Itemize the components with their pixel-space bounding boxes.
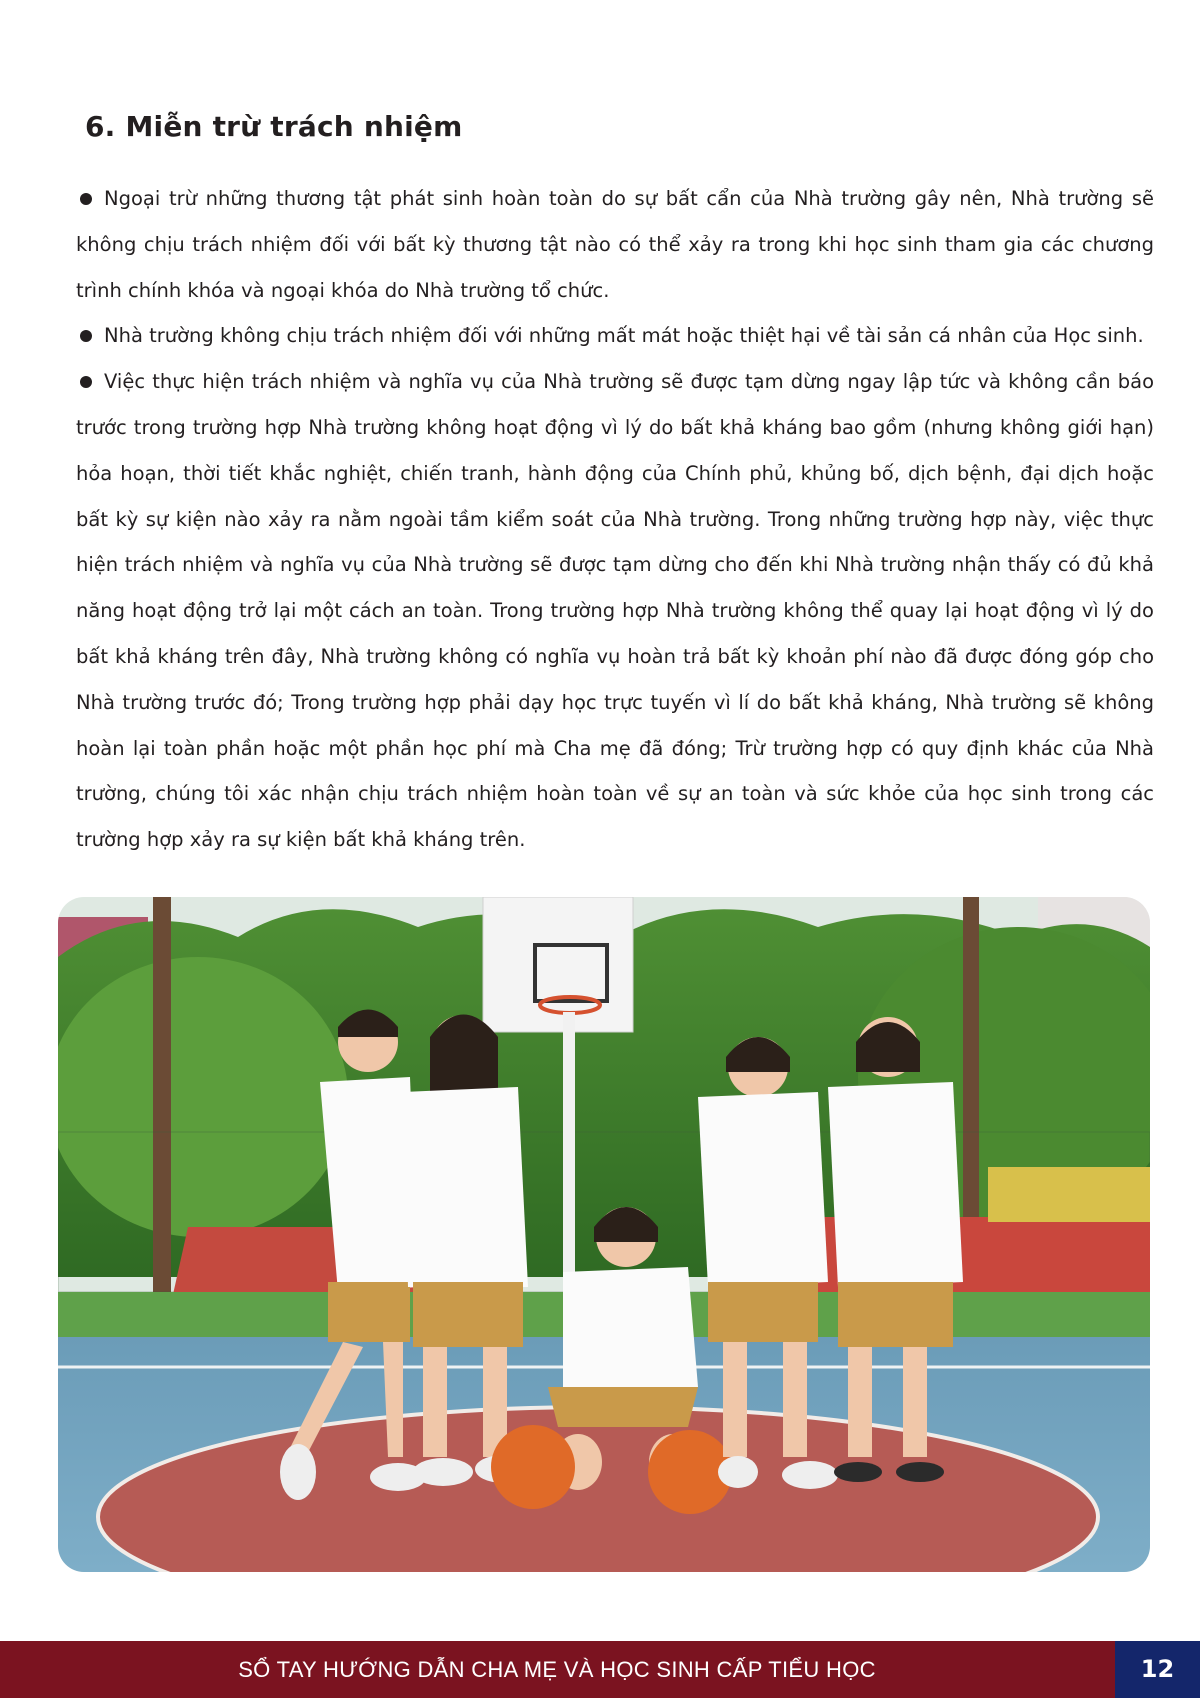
bullet-icon [80, 330, 92, 342]
page-number: 12 [1115, 1641, 1200, 1698]
paragraph-text: Nhà trường không chịu trách nhiệm đối với những mất mát hoặc thiệt hại về tài sản cá nhân của Học sinh. [104, 324, 1144, 348]
bullet-icon [80, 376, 92, 388]
paragraph-text: Việc thực hiện trách nhiệm và nghĩa vụ của Nhà trường sẽ được tạm dừng ngay lập tức và không cần báo trước trong trường hợp Nhà trường không hoạt động vì lý do bất khả kháng bao gồm (nhưng không giới hạn) hỏa hoạn, thời tiết khắc nghiệt, chiến tranh, hành động của Chính phủ, khủng bố, dịch bệnh, đại dịch hoặc bất kỳ sự kiện nào xảy ra nằm ngoài tầm kiểm soát của Nhà trường. Trong những trường hợp này, việc thực hiện trách nhiệm và nghĩa vụ của Nhà trường sẽ được tạm dừng cho đến khi Nhà trường nhận thấy có đủ khả năng hoạt động trở lại một cách an toàn. Trong trường hợp Nhà trường không thể quay lại hoạt động vì lý do bất khả kháng trên đây, Nhà trường không có nghĩa vụ hoàn trả bất kỳ khoản phí nào đã được đóng góp cho Nhà trường trước đó; Trong trường hợp phải dạy học trực tuyến vì lí do bất khả kháng, Nhà trường sẽ không hoàn lại toàn phần hoặc một phần học phí mà Cha mẹ đã đóng; Trừ trường hợp có quy định khác của Nhà trường, chúng tôi xác nhận chịu trách nhiệm hoàn toàn về sự an toàn và sức khỏe của học sinh trong các trường hợp xảy ra sự kiện bất khả kháng trên. [76, 370, 1154, 852]
basketball [491, 1425, 575, 1509]
students-basketball-court-photo [58, 897, 1150, 1572]
bullet-icon [80, 193, 92, 205]
section-heading: 6. Miễn trừ trách nhiệm [85, 110, 463, 143]
paragraph-text: Ngoại trừ những thương tật phát sinh hoàn toàn do sự bất cẩn của Nhà trường gây nên, Nhà trường sẽ không chịu trách nhiệm đối với bất kỳ thương tật nào có thể xảy ra trong khi học sinh tham gia các chương trình chính khóa và ngoại khóa do Nhà trường tổ chức. [76, 187, 1154, 302]
paragraph-property-disclaimer [76, 313, 1154, 359]
tree-canopy-left [58, 957, 348, 1237]
photo-illustration [58, 897, 1150, 1572]
section-body [76, 176, 1154, 863]
page-footer [0, 1641, 1200, 1698]
handbook-title: SỔ TAY HƯỚNG DẪN CHA MẸ VÀ HỌC SINH CẤP TIỂU HỌC [238, 1657, 876, 1682]
paragraph-injury-disclaimer [76, 176, 1154, 313]
tree-trunk [153, 897, 171, 1357]
background-bus [988, 1167, 1150, 1222]
paragraph-force-majeure [76, 359, 1154, 863]
